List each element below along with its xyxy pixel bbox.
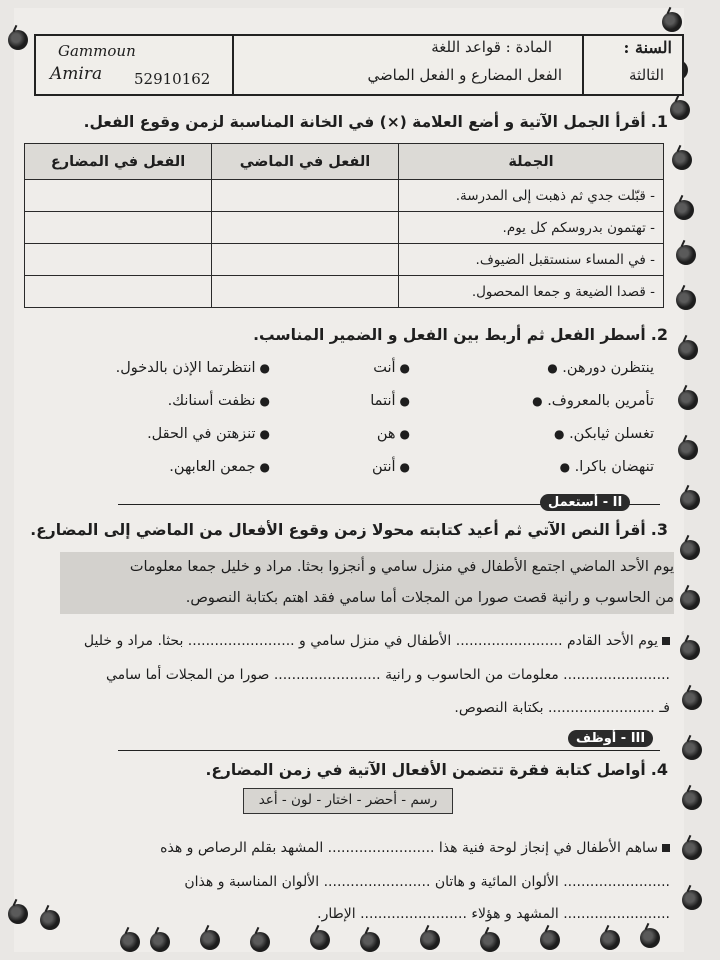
q4-verb-bank: رسم - أحضر - اختار - لون - أعد [243,788,453,814]
q4-line1[interactable]: ساهم الأطفال في إنجاز لوحة فنية هذا ........................ المشهد بقلم الرصاص و هذه [160,840,670,856]
past-check-cell[interactable] [212,212,399,244]
col-present: الفعل في المضارع [25,144,212,180]
section2-label: II - أستعمل [540,494,630,511]
section3-label: III - أوظف [568,730,653,747]
lesson-title: الفعل المضارع و الفعل الماضي [367,66,562,84]
q3-text-line1: يوم الأحد الماضي اجتمع الأطفال في منزل سامي و أنجزوا بحثا. مراد و خليل جمعا معلومات [129,559,674,575]
list-item[interactable]: ينتظرن دورهن. ● [547,360,654,376]
sentence-cell: - تهتمون بدروسكم كل يوم. [399,212,664,244]
list-item[interactable]: ●تنزهتن في الحقل. [147,426,270,442]
present-check-cell[interactable] [25,180,212,212]
q4-heading [205,760,668,779]
q3-heading [30,520,668,539]
list-item[interactable]: تأمرين بالمعروف. ● [532,393,654,409]
past-check-cell[interactable] [212,276,399,308]
q3-fill-line3[interactable]: فـ ........................ بكتابة النصوص. [454,700,670,716]
list-item[interactable]: ●انتظرتما الإذن بالدخول. [115,360,270,376]
past-check-cell[interactable] [212,180,399,212]
q1-table [24,143,664,308]
present-check-cell[interactable] [25,276,212,308]
student-last-name: Amira [50,64,103,84]
table-row [25,244,664,276]
level-label: السنة : [623,38,672,57]
list-item[interactable]: ●نظفت أسنانك. [167,393,270,409]
list-item[interactable]: تنهضان باكرا. ● [559,459,654,475]
q1-instruction: أقرأ الجمل الآتية و أضع العلامة (×) في الخانة المناسبة لزمن وقوع الفعل. [83,113,646,131]
list-item[interactable]: ●جمعن العابهن. [169,459,270,475]
q1-table-header [25,144,664,180]
col-past: الفعل في الماضي [212,144,399,180]
list-item[interactable]: ●أنتما [370,393,410,409]
q2-instruction: أسطر الفعل ثم أربط بين الفعل و الضمير المناسب. [253,326,646,344]
q4-line3[interactable]: ........................ المشهد و هؤلاء ........................ الإطار. [317,906,670,922]
q2-number: 2. [650,325,668,344]
sentence-cell: - قصدا الضيعة و جمعا المحصول. [399,276,664,308]
q3-number: 3. [650,520,668,539]
list-item[interactable]: ●أنت [373,360,410,376]
present-check-cell[interactable] [25,244,212,276]
q4-line2[interactable]: ........................ الألوان المائية و هاتان ........................ الألوان المناسبة و هذان [184,874,670,890]
q2-heading [253,325,668,344]
col-sentence: الجملة [399,144,664,180]
student-number: 52910162 [134,70,211,88]
q3-text-line2: من الحاسوب و رانية قصت صورا من المجلات أما سامي فقد اهتم بكتابة النصوص. [185,590,674,606]
worksheet-header [34,34,684,96]
past-check-cell[interactable] [212,244,399,276]
q3-fill-line1[interactable]: يوم الأحد القادم ........................ الأطفال في منزل سامي و ........................ بحثا. مراد و خليل [84,633,670,649]
q3-fill-line2[interactable]: ........................ معلومات من الحاسوب و رانية ........................ صورا من المجلات أما سامي [106,667,670,683]
sentence-cell: - في المساء سنستقبل الضيوف. [399,244,664,276]
q3-instruction: أقرأ النص الآتي ثم أعيد كتابته محولا زمن وقوع الأفعال من الماضي إلى المضارع. [30,521,646,539]
level-cell [582,36,682,94]
subject-cell [232,36,582,94]
list-item[interactable]: ●هن [376,426,410,442]
table-row [25,180,664,212]
table-row [25,276,664,308]
q4-number: 4. [650,760,668,779]
present-check-cell[interactable] [25,212,212,244]
section-divider [118,750,660,751]
q3-source-text [60,552,674,614]
q1-number: 1. [650,112,668,131]
table-row [25,212,664,244]
list-item[interactable]: ●أنتن [372,459,410,475]
student-cell [36,36,232,94]
student-first-name: Gammoun [58,42,136,60]
q1-heading [84,112,668,131]
q4-instruction: أواصل كتابة فقرة تتضمن الأفعال الآتية في زمن المضارع. [205,761,646,779]
level-value: الثالثة [629,66,664,84]
subject-label: المادة : قواعد اللغة [431,38,552,56]
sentence-cell: - قبّلت جدي ثم ذهبت إلى المدرسة. [399,180,664,212]
list-item[interactable]: تغسلن ثيابكن. ● [553,426,654,442]
